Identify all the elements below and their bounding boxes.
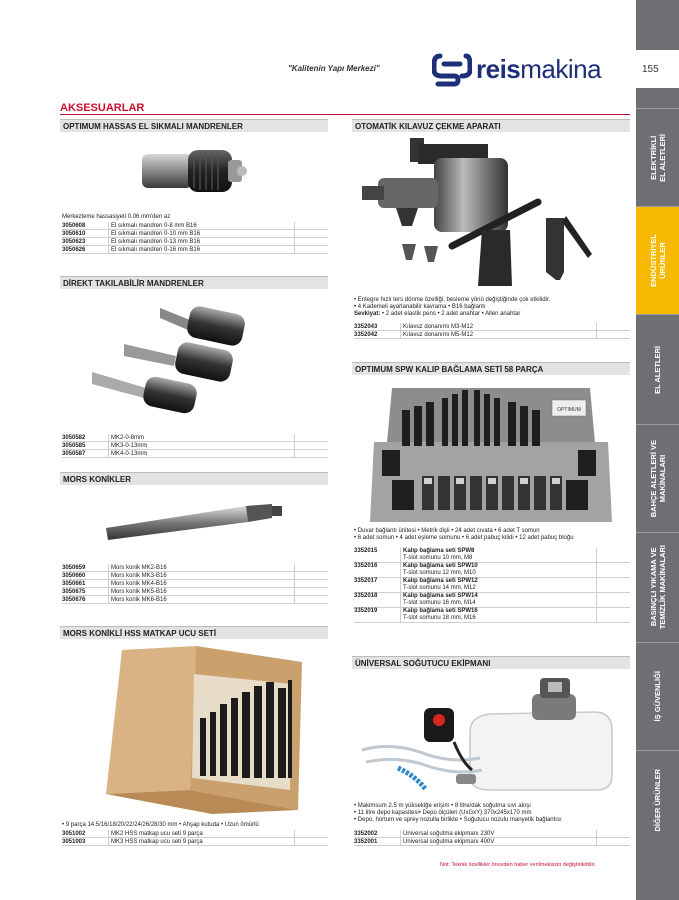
kilavuz-note-1: • Entegre hızlı ters dönme özelliği, besleme yönü değiştiğinde çok etkilidir. [354,297,551,303]
matkap-table [62,830,328,846]
kalip-note-1: • Duvar bağlantı ünitesi • Metrik dişli • 24 adet cıvata • 6 adet T somun [354,528,540,534]
box-title-sogutucu: ÜNİVERSAL SOĞUTUCU EKİPMANI [352,656,630,669]
sogutucu-note-2: • 11 litre depo kapasitesi• Depo ölçüleri (UxGxY) 370x245x170 mm [354,810,532,816]
table-row: 3050585 MK3-0-13mm [62,442,328,450]
table-row: 3352018 Kalıp bağlama seti SPW14 T-slot somunu 16 mm, M14 [354,593,630,608]
tab-bahce[interactable]: BAHÇE ALETLERİ VE MAKİNALARI [636,424,679,532]
mandren-note: Merkezleme hassasiyeti 0.06 mm'den az [62,214,171,220]
table-row: 3352002 Universal soğutma ekipmanı 230V [354,830,630,838]
tagline: "Kalitenin Yapı Merkezi" [288,64,380,73]
table-row: 3352019 Kalıp bağlama seti SPW16 T-slot somunu 18 mm, M16 [354,608,630,623]
reismakina-logo[interactable] [432,50,622,90]
optimum-label: OPTIMUM [557,407,581,413]
section-divider [60,114,630,115]
kilavuz-note-3: Sevkiyat: • 2 adet elastik pens • 2 adet anahtar • Allen anahtar [354,311,521,317]
sogutucu-table [354,830,630,846]
box-title-kalip: OPTIMUM SPW KALIP BAĞLAMA SETİ 58 PARÇA [352,362,630,375]
tab-elektrikli[interactable]: ELEKTRİKLİ EL ALETLERİ [636,108,679,206]
direct-chucks-image [80,296,320,428]
clamping-kit-image [362,380,620,522]
section-title: AKSESUARLAR [60,102,145,114]
sogutucu-note-3: • Depo, hortum ve sprey nozulla birlikte • Soğutucu nozulu manyetik bağlantısı [354,817,562,823]
table-row: 3050582 MK2-0-8mm [62,434,328,442]
table-row: 3352043 Kılavuz donanımı M3-M12 [354,323,630,331]
tab-el-aletleri[interactable]: EL ALETLERİ [636,314,679,424]
kilavuz-note-2: • 4 Kademeli ayarlanabilir kavrama • B16 bağlantı [354,304,486,310]
box-title-mors: MORS KONİKLER [60,472,328,485]
tapping-attachment-image [360,136,620,290]
table-row: 3050608 El sıkmalı mandren 0-8 mm B16 [62,222,328,230]
sogutucu-note-1: • Makimsum 2.5 m yükseklğe erişim • 8 litre/dak soğutma sıvı akışı [354,803,531,809]
mandren-table [62,222,328,254]
morse-taper-image [96,500,296,550]
box-title-direkt: DİREKT TAKILABİLİR MANDRENLER [60,276,328,289]
logo-mark-icon [432,50,472,90]
box-title-kilavuz: OTOMATİK KILAVUZ ÇEKME APARATI [352,119,630,132]
tab-is-guvenligi[interactable]: İŞ GÜVENLİĞİ [636,642,679,750]
table-row: 3051003 MK3 HSS matkap ucu seti 9 parça [62,838,328,846]
tab-basincli[interactable]: BASINÇLI YIKAMA VE TEMİZLİK MAKİNALARI [636,532,679,642]
box-title-mandren: OPTIMUM HASSAS EL SIKMALI MANDRENLER [60,119,328,132]
chuck-image [120,136,270,208]
table-row: 3051002 MK2 HSS matkap ucu seti 9 parça [62,830,328,838]
kalip-table [354,548,630,623]
table-row: 3050659 Mors konik MK2-B16 [62,564,328,572]
table-row: 3050623 El sıkmalı mandren 0-13 mm B16 [62,238,328,246]
table-row: 3352001 Universal soğutma ekipmanı 400V [354,838,630,846]
logo-wordmark: reismakina [476,54,602,84]
page-number: 155 [642,64,659,75]
table-row: 3050675 Mors konik MK5-B16 [62,588,328,596]
drill-set-image [102,644,318,816]
table-row: 3050660 Mors konik MK3-B16 [62,572,328,580]
table-row: 3352042 Kılavuz donanımı M5-M12 [354,331,630,339]
direkt-table [62,434,328,458]
table-row: 3050587 MK4-0-13mm [62,450,328,458]
table-row: 3050610 El sıkmalı mandren 0-10 mm B16 [62,230,328,238]
table-row: 3050626 El sıkmalı mandren 0-16 mm B16 [62,246,328,254]
tab-diger[interactable]: DİĞER ÜRÜNLER [636,750,679,850]
table-row: 3352016 Kalıp bağlama seti SPW10 T-slot somunu 12 mm, M10 [354,563,630,578]
box-title-matkap: MORS KONİKLİ HSS MATKAP UCU SETİ [60,626,328,639]
kalip-note-2: • 6 adet somun • 4 adet eşleme somunu • 6 adet pabuç kilidi • 12 adet pabuç bloğu [354,535,574,541]
matkap-note: • 9 parça 14.5/16/18/20/22/24/26/28/30 mm • Ahşap kutuda • Uzun ömürlü [62,822,259,828]
table-row: 3050676 Mors konik MK6-B16 [62,596,328,604]
table-row: 3352017 Kalıp bağlama seti SPW12 T-slot somunu 14 mm, M12 [354,578,630,593]
table-row: 3352015 Kalıp bağlama seti SPW8 T-slot somunu 10 mm, M8 [354,548,630,563]
footnote: Not: Teknik özellikler önceden haber verilmeksizin değiştirilebilir. [440,862,596,868]
table-row: 3050661 Mors konik MK4-B16 [62,580,328,588]
kilavuz-table [354,323,630,339]
coolant-system-image [360,672,620,798]
mors-table [62,564,328,604]
tab-endustriyel[interactable]: ENDÜSTRİYEL ÜRÜNLER [636,206,679,314]
